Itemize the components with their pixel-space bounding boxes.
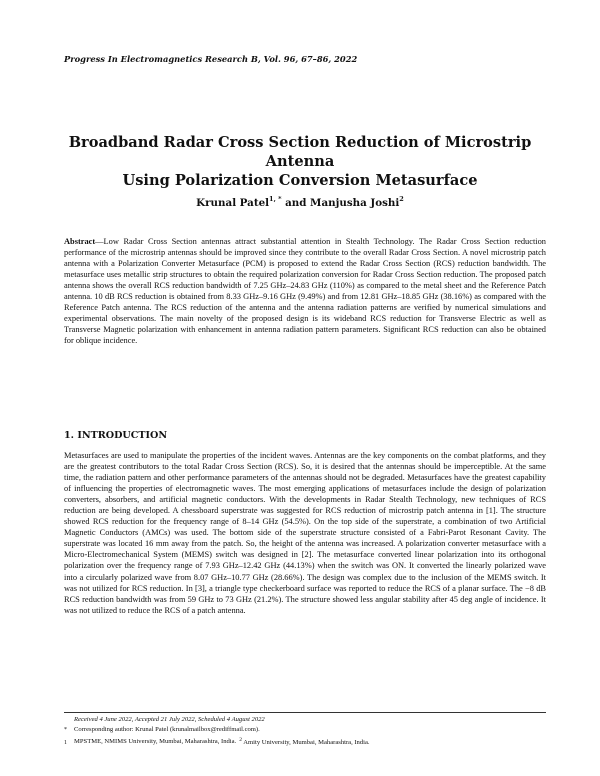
title-line-1: Broadband Radar Cross Section Reduction of Microstrip Antenna	[68, 134, 532, 170]
abstract-text: —Low Radar Cross Section antennas attract substantial attention in Stealth Technology. The Radar Cross Section reduction performance of the microstrip antennas should be improved since they contribute to the overall Radar Cross Section. A novel microstrip patch antenna with a Polarization Converter Metasurface (PCM) is proposed to extend the Radar Cross Section (RCS) reduction bandwidth. The metasurface uses metallic strip structures to obtain the required polarization conversion for Radar Cross Section reduction. The proposed patch antenna shows the overall RCS reduction bandwidth of 7.25 GHz–24.83 GHz (110%) as compared to the metal sheet and the Reference Patch antenna. 10 dB RCS reduction is obtained from 8.33 GHz–9.16 GHz (9.49%) and from 12.81 GHz–18.85 GHz (38.16%) as compared with the Reference Patch antenna. The RCS reduction of the antenna and the antenna radiation patterns are verified by numerical simulations and experimental observations. The main novelty of the proposed design is its wideband RCS reduction for Transverse Electric as well as Transverse Magnetic polarization with enhancement in antenna radiation pattern parameters. Significant RCS reduction can also be obtained for oblique incidence.	[64, 237, 546, 346]
footnotes	[64, 715, 546, 748]
footnote-divider	[64, 712, 546, 713]
corresponding-author-text: Corresponding author: Krunal Patel (krunalmailbox@rediffmail.com).	[74, 725, 260, 733]
corresponding-mark: *	[64, 726, 67, 733]
received-dates: Received 4 June 2022, Accepted 21 July 2022, Scheduled 4 August 2022	[74, 716, 265, 723]
author-2-name: Manjusha Joshi	[310, 197, 400, 209]
author-list	[40, 195, 560, 209]
abstract	[64, 236, 546, 346]
affiliation-2-mark: 2	[239, 736, 242, 743]
author-1-name: Krunal Patel	[196, 197, 270, 209]
affiliation-2-text: Amity University, Mumbai, Maharashtra, India.	[243, 738, 370, 746]
section-heading-introduction: 1. INTRODUCTION	[64, 430, 168, 441]
affiliation-1-text: MPSTME, NMIMS University, Mumbai, Maharashtra, India.	[74, 738, 237, 746]
paper-title	[40, 133, 560, 190]
journal-citation: Progress In Electromagnetics Research B, Vol. 96, 67–86, 2022	[64, 54, 358, 64]
author-1-affiliation-marks: 1, *	[269, 195, 282, 203]
abstract-label: Abstract	[64, 237, 96, 246]
introduction-body: Metasurfaces are used to manipulate the properties of the incident waves. Antennas are the key components on the combat platforms, and they are the greatest contributors to the total Radar Cross Section (RCS). So, it is desired that the antennas should be imperceptible. At the same time, the radiation pattern and other performance parameters of the antennas should not be degraded. Metasurfaces have the greatest capability of influencing the properties of electromagnetic waves. The most emerging applications of metasurfaces include the design of polarization converters, absorbers, and artificial magnetic conductors. With the developments in Radar Stealth Technology, new techniques of RCS reduction are being developed. A chessboard superstrate was suggested for RCS reduction of microstrip patch antenna in [1]. The structure showed RCS reduction for the frequency range of 8–14 GHz (54.5%). On the top side of the superstrate, a combination of two Artificial Magnetic Conductors (AMCs) was used. The bottom side of the superstrate structure consisted of a Fabri-Parot Resonant Cavity. The superstrate was located 16 mm away from the patch. So, the height of the antenna was increased. A polarization converter metasurface with a Micro-Electromechanical System (MEMS) switch was designed in [2]. The metasurface converted linear polarization into its orthogonal polarization over the frequency range of 7.93 GHz–12.42 GHz (44.13%) when the switch was ON. It converted the linearly polarized wave into a circularly polarized wave from 8.07 GHz–10.77 GHz (28.66%). The design was complex due to the inclusion of the MEMS switch. It was not utilized for RCS reduction. In [3], a triangle type checkerboard surface was reported to reduce the RCS of a planar surface. The −8 dB RCS reduction bandwidth was from 59 GHz to 73 GHz (21.2%). The structure showed less angular stability after 45 deg angle of incidence. It was not utilized to reduce the RCS of a patch antenna.	[64, 451, 546, 615]
affiliation-1-mark: 1	[64, 739, 67, 746]
corresponding-author-note	[64, 725, 546, 736]
author-conjunction: and	[285, 197, 307, 209]
author-2-affiliation-marks: 2	[399, 195, 404, 203]
title-line-2: Using Polarization Conversion Metasurface	[122, 172, 478, 189]
affiliations-note	[64, 735, 546, 748]
